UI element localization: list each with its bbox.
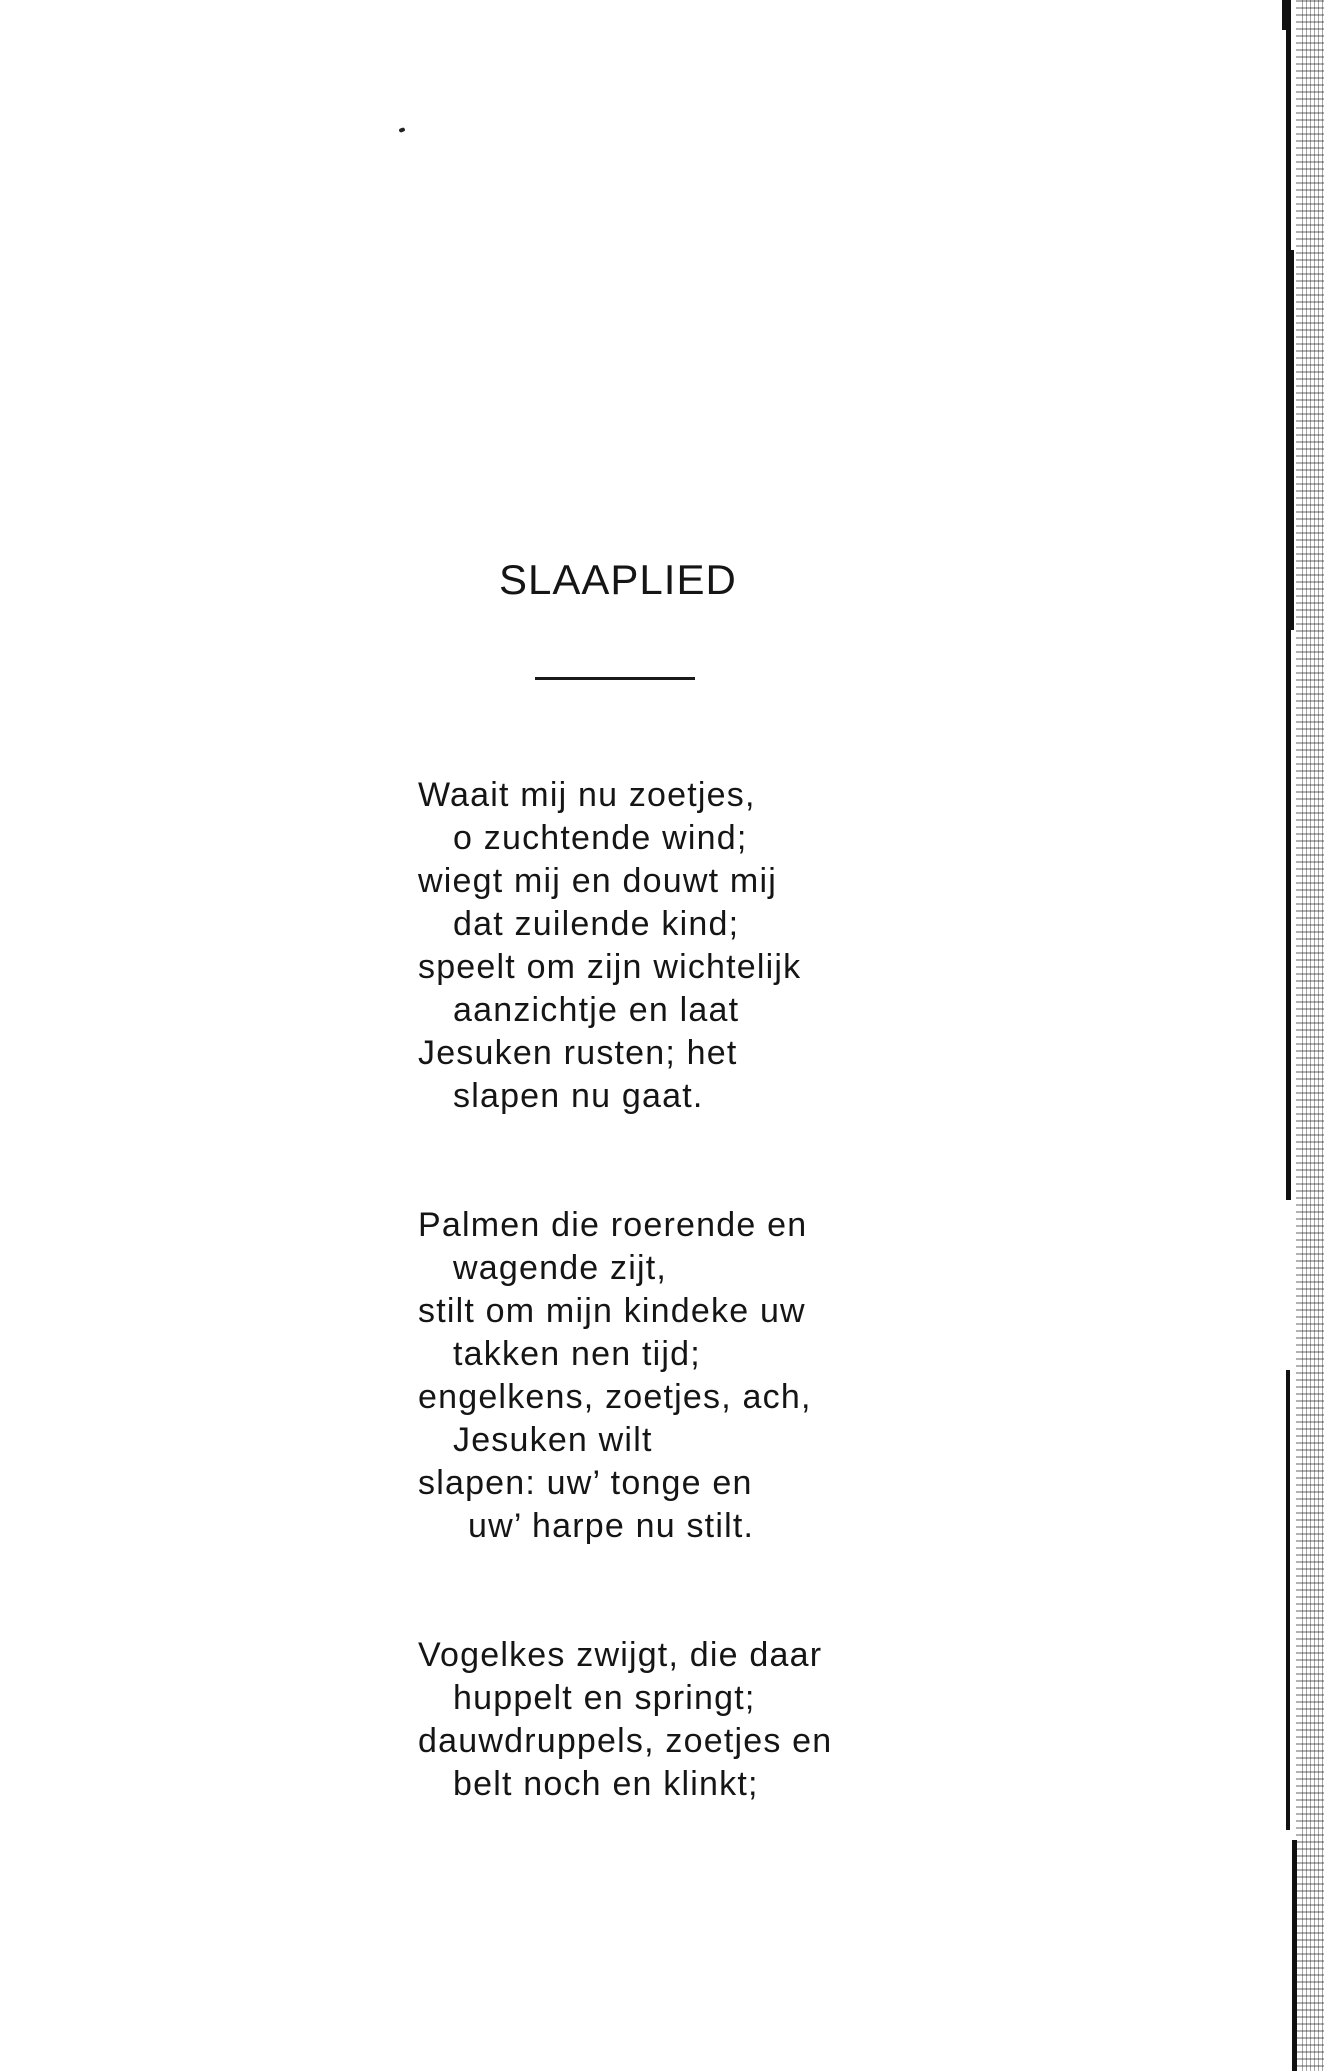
poem-line: belt noch en klinkt; xyxy=(453,1765,759,1803)
poem-line: wagende zijt, xyxy=(453,1249,668,1287)
poem-line: dat zuilende kind; xyxy=(453,905,740,943)
poem-line: Vogelkes zwijgt, die daar xyxy=(418,1636,823,1674)
edge-line xyxy=(1286,1370,1290,1830)
edge-texture xyxy=(1302,0,1324,2071)
poem-line: Jesuken rusten; het xyxy=(418,1034,738,1072)
poem-line: engelkens, zoetjes, ach, xyxy=(418,1378,812,1416)
poem-line: uw’ harpe nu stilt. xyxy=(468,1507,755,1545)
poem-line: aanzichtje en laat xyxy=(453,991,740,1029)
poem-line: slapen nu gaat. xyxy=(453,1077,704,1115)
ink-speck xyxy=(398,127,405,133)
poem-line: wiegt mij en douwt mij xyxy=(418,862,777,900)
poem-line: Palmen die roerende en xyxy=(418,1206,808,1244)
poem-line: Waait mij nu zoetjes, xyxy=(418,776,756,814)
edge-mark xyxy=(1282,0,1291,30)
poem-line: huppelt en springt; xyxy=(453,1679,756,1717)
poem-line: speelt om zijn wichtelijk xyxy=(418,948,802,986)
poem-line: o zuchtende wind; xyxy=(453,819,748,857)
poem-line: dauwdruppels, zoetjes en xyxy=(418,1722,833,1760)
edge-line xyxy=(1290,250,1294,630)
edge-line xyxy=(1292,1840,1297,2071)
poem-title: SLAAPLIED xyxy=(499,556,737,603)
poem-line: stilt om mijn kindeke uw xyxy=(418,1292,806,1330)
page-binding-edge xyxy=(1282,0,1324,2071)
poem-line: slapen: uw’ tonge en xyxy=(418,1464,753,1502)
poem-line: Jesuken wilt xyxy=(453,1421,653,1459)
title-rule xyxy=(535,677,695,680)
poem-line: takken nen tijd; xyxy=(453,1335,701,1373)
